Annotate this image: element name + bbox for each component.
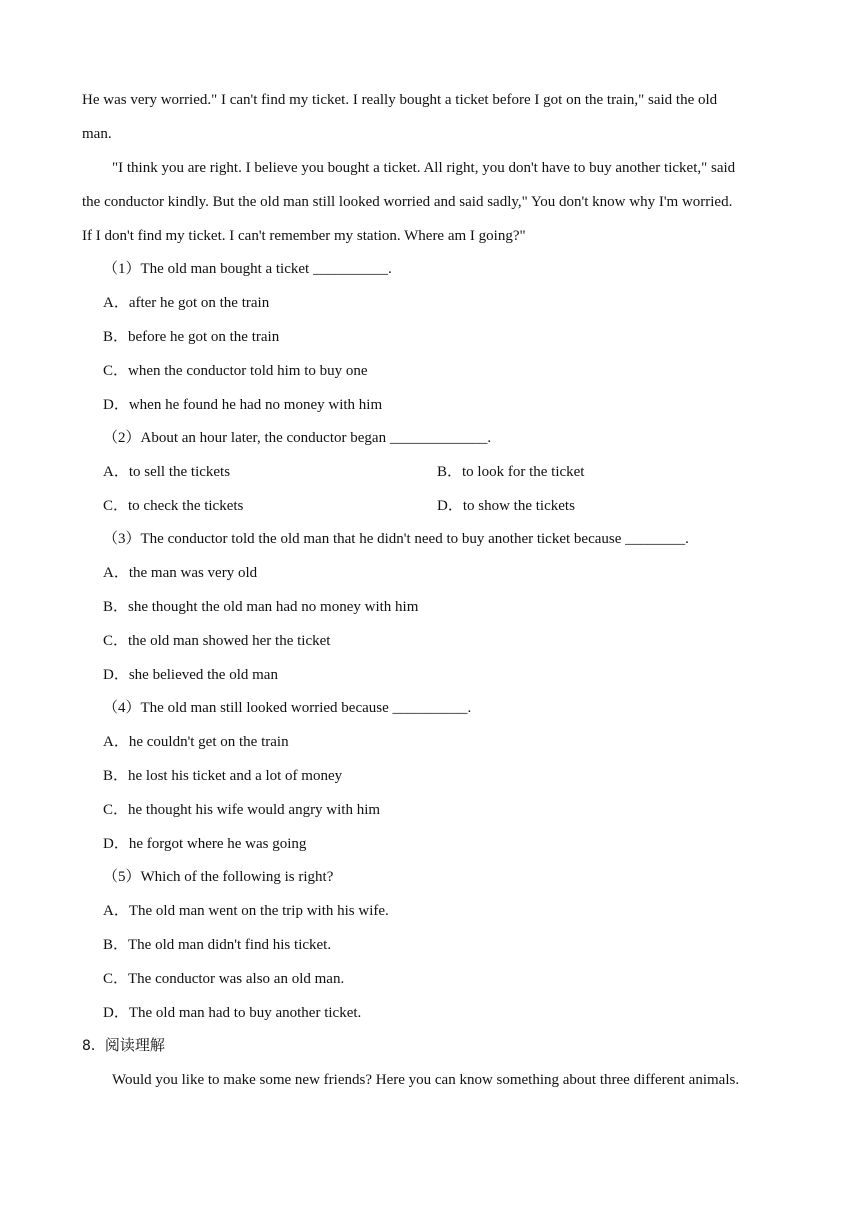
- answer-option: A．after he got on the train: [103, 295, 270, 311]
- passage-line: man.: [82, 126, 112, 142]
- question-stem: （4）The old man still looked worried because __________.: [103, 700, 472, 716]
- section-number: 8．: [82, 1038, 105, 1054]
- question-stem: （3）The conductor told the old man that he didn't need to buy another ticket because ________.: [103, 531, 689, 547]
- answer-option: D．when he found he had no money with him: [103, 397, 383, 413]
- section-title: 阅读理解: [104, 1038, 165, 1054]
- answer-option: C．he thought his wife would angry with him: [103, 802, 381, 818]
- answer-option: A．to sell the tickets: [103, 464, 231, 480]
- answer-option: D．to show the tickets: [437, 498, 575, 514]
- answer-option: A．the man was very old: [103, 565, 258, 581]
- passage-line: the conductor kindly. But the old man still looked worried and said sadly," You don't know why I'm worried.: [82, 194, 733, 210]
- answer-option: C．to check the tickets: [103, 498, 244, 514]
- answer-option: B．to look for the ticket: [437, 464, 585, 480]
- answer-option: C．the old man showed her the ticket: [103, 633, 331, 649]
- answer-option: A．The old man went on the trip with his wife.: [103, 903, 389, 919]
- question-stem: （1）The old man bought a ticket __________.: [103, 261, 392, 277]
- answer-option: D．he forgot where he was going: [103, 836, 307, 852]
- answer-option: B．before he got on the train: [103, 329, 280, 345]
- question-stem: （5）Which of the following is right?: [103, 869, 334, 885]
- answer-option: A．he couldn't get on the train: [103, 734, 289, 750]
- question-stem: （2）About an hour later, the conductor began _____________.: [103, 430, 492, 446]
- answer-option: D．The old man had to buy another ticket.: [103, 1005, 362, 1021]
- passage-line: "I think you are right. I believe you bought a ticket. All right, you don't have to buy another ticket," said: [112, 160, 736, 176]
- passage-line: He was very worried." I can't find my ticket. I really bought a ticket before I got on the train," said the old: [82, 92, 718, 108]
- section-heading: [82, 1036, 165, 1056]
- answer-option: C．The conductor was also an old man.: [103, 971, 345, 987]
- answer-option: B．he lost his ticket and a lot of money: [103, 768, 343, 784]
- passage-line: Would you like to make some new friends? Here you can know something about three different animals.: [112, 1072, 740, 1088]
- answer-option: C．when the conductor told him to buy one: [103, 363, 368, 379]
- passage-line: If I don't find my ticket. I can't remember my station. Where am I going?": [82, 228, 526, 244]
- answer-option: B．she thought the old man had no money with him: [103, 599, 419, 615]
- answer-option: D．she believed the old man: [103, 667, 278, 683]
- answer-option: B．The old man didn't find his ticket.: [103, 937, 332, 953]
